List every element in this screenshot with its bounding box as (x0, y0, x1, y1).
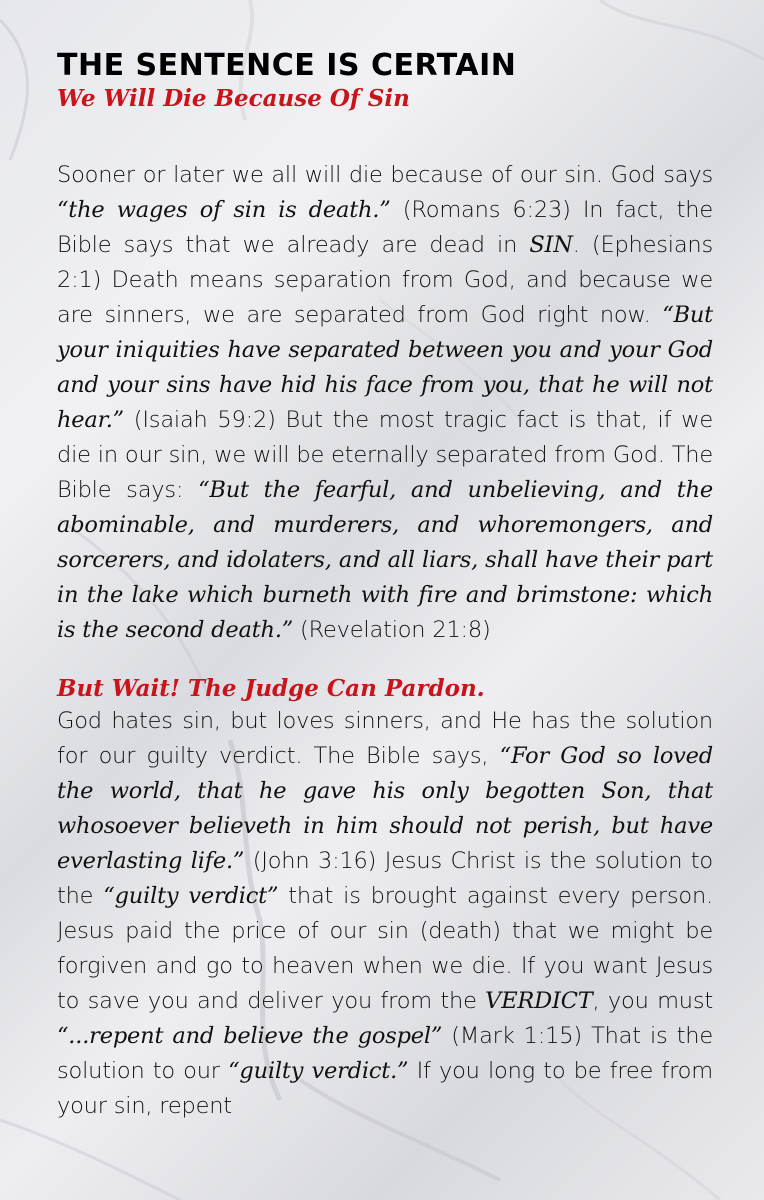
section-heading: But Wait! The Judge Can Pardon. (57, 675, 485, 702)
page-title: THE SENTENCE IS CERTAIN (57, 48, 517, 83)
paragraph-1: Sooner or later we all will die because of our sin. God says “the wages of sin is death.” (Romans 6:23) In fact, the Bible says that we already are dead in SIN. (Ephesians 2:1) Death means separation from God, and because we are sinners, we are separated from God right now. “But your iniquities have separated between you and your God and your sins have hid his face from you, that he will not hear.” (Isaiah 59:2) But the most tragic fact is that, if we die in our sin, we will be eternally separated from God. The Bible says: “But the fearful, and unbelieving, and the abominable, and murderers, and whoremongers, and sorcerers, and idolaters, and all liars, shall have their part in the lake which burneth with fire and brimstone: which is the second death.” (Revelation 21:8) (57, 162, 713, 643)
paragraph-2: God hates sin, but loves sinners, and He has the solution for our guilty verdict. The Bible says, “For God so loved the world, that he gave his only begotten Son, that whosoever believeth in him should not perish, but have everlasting life.” (John 3:16) Jesus Christ is the solution to the “guilty verdict” that is brought against every person. Jesus paid the price of our sin (death) that we might be forgiven and go to heaven when we die. If you want Jesus to save you and deliver you from the VERDICT, you must “...repent and believe the gospel” (Mark 1:15) That is the solution to our “guilty verdict.” If you long to be free from your sin, repent (57, 708, 713, 1119)
tract-page (57, 48, 713, 1124)
page-subtitle: We Will Die Because Of Sin (57, 85, 410, 112)
